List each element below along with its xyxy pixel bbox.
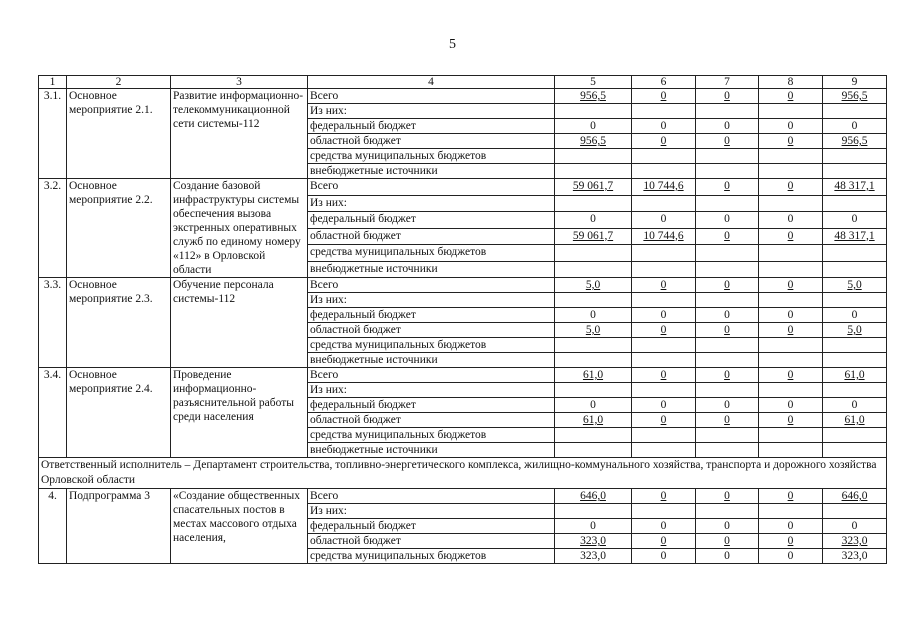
- value-cell: [555, 504, 632, 519]
- value-cell: [759, 104, 823, 119]
- value-cell: 0: [696, 323, 759, 338]
- value-cell: 0: [632, 89, 696, 104]
- table-row: [39, 89, 887, 104]
- funding-source-label: Всего: [308, 179, 555, 196]
- value-cell: 323,0: [555, 534, 632, 549]
- value-cell: 956,5: [555, 89, 632, 104]
- value-cell: 0: [555, 519, 632, 534]
- table-row: [39, 368, 887, 383]
- value-cell: 10 744,6: [632, 179, 696, 196]
- row-number: 4.: [39, 489, 67, 564]
- value-cell: 0: [632, 119, 696, 134]
- funding-source-label: Всего: [308, 368, 555, 383]
- value-cell: 0: [555, 212, 632, 229]
- value-cell: [632, 104, 696, 119]
- value-cell: 0: [632, 489, 696, 504]
- activity-description: Обучение персонала системы-112: [171, 278, 308, 368]
- activity-name: Основное мероприятие 2.4.: [67, 368, 171, 458]
- value-cell: 0: [823, 519, 887, 534]
- funding-source-label: средства муниципальных бюджетов: [308, 245, 555, 262]
- page-number: 5: [449, 37, 456, 52]
- value-cell: [632, 164, 696, 179]
- value-cell: 0: [696, 212, 759, 229]
- activity-name: Основное мероприятие 2.3.: [67, 278, 171, 368]
- value-cell: 0: [696, 228, 759, 245]
- funding-source-label: внебюджетные источники: [308, 443, 555, 458]
- value-cell: [696, 443, 759, 458]
- value-cell: 646,0: [555, 489, 632, 504]
- value-cell: 0: [759, 534, 823, 549]
- value-cell: 323,0: [823, 534, 887, 549]
- header-cell: 7: [696, 76, 759, 89]
- funding-source-label: областной бюджет: [308, 228, 555, 245]
- value-cell: [632, 428, 696, 443]
- row-number: 3.4.: [39, 368, 67, 458]
- value-cell: [555, 195, 632, 212]
- value-cell: 646,0: [823, 489, 887, 504]
- value-cell: [696, 195, 759, 212]
- value-cell: [696, 428, 759, 443]
- activity-description: Создание базовой инфраструктуры системы обеспечения вызова экстренных оперативных служб по единому номеру «112» в Орловской области: [171, 179, 308, 278]
- value-cell: 0: [696, 368, 759, 383]
- value-cell: 0: [759, 398, 823, 413]
- funding-source-label: Всего: [308, 89, 555, 104]
- header-cell: 5: [555, 76, 632, 89]
- funding-source-label: федеральный бюджет: [308, 212, 555, 229]
- value-cell: 61,0: [823, 368, 887, 383]
- funding-source-label: Из них:: [308, 504, 555, 519]
- value-cell: 0: [696, 534, 759, 549]
- funding-source-label: областной бюджет: [308, 413, 555, 428]
- value-cell: [632, 245, 696, 262]
- value-cell: [555, 261, 632, 278]
- header-cell: 2: [67, 76, 171, 89]
- value-cell: [823, 353, 887, 368]
- value-cell: 48 317,1: [823, 228, 887, 245]
- value-cell: 0: [759, 119, 823, 134]
- value-cell: 0: [696, 549, 759, 564]
- value-cell: [823, 293, 887, 308]
- value-cell: 0: [823, 398, 887, 413]
- value-cell: [696, 353, 759, 368]
- activity-description: «Создание общественных спасательных постов в местах массового отдыха населения,: [171, 489, 308, 564]
- value-cell: [555, 443, 632, 458]
- value-cell: [759, 383, 823, 398]
- value-cell: 0: [632, 368, 696, 383]
- value-cell: [823, 195, 887, 212]
- funding-source-label: Из них:: [308, 293, 555, 308]
- activity-description: Развитие информационно-телекоммуникационной сети системы-112: [171, 89, 308, 179]
- funding-source-label: федеральный бюджет: [308, 119, 555, 134]
- value-cell: [696, 261, 759, 278]
- value-cell: [823, 383, 887, 398]
- value-cell: 0: [759, 134, 823, 149]
- value-cell: [759, 149, 823, 164]
- value-cell: 0: [759, 519, 823, 534]
- value-cell: 956,5: [555, 134, 632, 149]
- value-cell: 0: [759, 489, 823, 504]
- value-cell: 0: [632, 308, 696, 323]
- value-cell: [632, 195, 696, 212]
- value-cell: [555, 383, 632, 398]
- value-cell: [696, 164, 759, 179]
- value-cell: [555, 164, 632, 179]
- value-cell: [759, 428, 823, 443]
- value-cell: 0: [696, 278, 759, 293]
- value-cell: 0: [696, 413, 759, 428]
- value-cell: [632, 383, 696, 398]
- value-cell: [759, 338, 823, 353]
- funding-source-label: Всего: [308, 489, 555, 504]
- value-cell: 59 061,7: [555, 179, 632, 196]
- value-cell: [696, 245, 759, 262]
- value-cell: 0: [696, 519, 759, 534]
- value-cell: 956,5: [823, 134, 887, 149]
- value-cell: 956,5: [823, 89, 887, 104]
- funding-source-label: средства муниципальных бюджетов: [308, 338, 555, 353]
- table-row: [39, 489, 887, 504]
- funding-source-label: областной бюджет: [308, 534, 555, 549]
- value-cell: [555, 428, 632, 443]
- value-cell: 0: [759, 413, 823, 428]
- value-cell: [759, 164, 823, 179]
- row-number: 3.1.: [39, 89, 67, 179]
- value-cell: 0: [823, 212, 887, 229]
- value-cell: 0: [632, 413, 696, 428]
- funding-source-label: федеральный бюджет: [308, 519, 555, 534]
- value-cell: 0: [823, 119, 887, 134]
- funding-source-label: федеральный бюджет: [308, 308, 555, 323]
- value-cell: [696, 383, 759, 398]
- value-cell: 0: [555, 398, 632, 413]
- value-cell: [696, 338, 759, 353]
- value-cell: 0: [632, 519, 696, 534]
- value-cell: 5,0: [823, 323, 887, 338]
- funding-source-label: средства муниципальных бюджетов: [308, 428, 555, 443]
- value-cell: [823, 149, 887, 164]
- funding-source-label: внебюджетные источники: [308, 164, 555, 179]
- row-number: 3.2.: [39, 179, 67, 278]
- value-cell: 0: [759, 212, 823, 229]
- value-cell: 0: [555, 308, 632, 323]
- value-cell: [696, 149, 759, 164]
- table-header-row: [39, 76, 887, 89]
- value-cell: [823, 443, 887, 458]
- value-cell: [823, 261, 887, 278]
- value-cell: 0: [696, 134, 759, 149]
- value-cell: [823, 504, 887, 519]
- value-cell: 48 317,1: [823, 179, 887, 196]
- value-cell: [759, 353, 823, 368]
- value-cell: 323,0: [823, 549, 887, 564]
- header-cell: 9: [823, 76, 887, 89]
- header-cell: 4: [308, 76, 555, 89]
- funding-source-label: федеральный бюджет: [308, 398, 555, 413]
- value-cell: [555, 245, 632, 262]
- value-cell: 61,0: [555, 368, 632, 383]
- value-cell: 0: [632, 323, 696, 338]
- row-number: 3.3.: [39, 278, 67, 368]
- value-cell: 0: [759, 228, 823, 245]
- value-cell: 0: [759, 308, 823, 323]
- value-cell: [823, 164, 887, 179]
- value-cell: 59 061,7: [555, 228, 632, 245]
- value-cell: [632, 504, 696, 519]
- funding-source-label: Из них:: [308, 104, 555, 119]
- value-cell: 5,0: [555, 278, 632, 293]
- header-cell: 8: [759, 76, 823, 89]
- activity-name: Подпрограмма 3: [67, 489, 171, 564]
- value-cell: [555, 353, 632, 368]
- value-cell: 0: [632, 212, 696, 229]
- value-cell: [823, 245, 887, 262]
- value-cell: 5,0: [823, 278, 887, 293]
- value-cell: 0: [696, 89, 759, 104]
- funding-source-label: средства муниципальных бюджетов: [308, 149, 555, 164]
- table-body: [39, 76, 887, 564]
- value-cell: 61,0: [823, 413, 887, 428]
- value-cell: [555, 149, 632, 164]
- value-cell: [823, 428, 887, 443]
- activity-name: Основное мероприятие 2.1.: [67, 89, 171, 179]
- activity-description: Проведение информационно-разъяснительной работы среди населения: [171, 368, 308, 458]
- value-cell: 0: [696, 489, 759, 504]
- value-cell: 0: [696, 179, 759, 196]
- value-cell: [759, 245, 823, 262]
- value-cell: [555, 293, 632, 308]
- value-cell: [696, 504, 759, 519]
- funding-source-label: внебюджетные источники: [308, 353, 555, 368]
- funding-source-label: средства муниципальных бюджетов: [308, 549, 555, 564]
- value-cell: 0: [632, 278, 696, 293]
- value-cell: 0: [759, 549, 823, 564]
- value-cell: [632, 443, 696, 458]
- funding-source-label: областной бюджет: [308, 323, 555, 338]
- funding-source-label: областной бюджет: [308, 134, 555, 149]
- value-cell: [759, 261, 823, 278]
- value-cell: 0: [696, 119, 759, 134]
- value-cell: [632, 353, 696, 368]
- value-cell: 0: [759, 323, 823, 338]
- value-cell: [759, 504, 823, 519]
- funding-source-label: внебюджетные источники: [308, 261, 555, 278]
- activity-name: Основное мероприятие 2.2.: [67, 179, 171, 278]
- value-cell: 0: [696, 398, 759, 413]
- value-cell: [632, 149, 696, 164]
- value-cell: 0: [823, 308, 887, 323]
- executor-row: [39, 458, 887, 489]
- value-cell: 10 744,6: [632, 228, 696, 245]
- table-row: [39, 179, 887, 196]
- header-cell: 6: [632, 76, 696, 89]
- value-cell: 0: [632, 549, 696, 564]
- header-cell: 3: [171, 76, 308, 89]
- value-cell: [632, 261, 696, 278]
- value-cell: 323,0: [555, 549, 632, 564]
- value-cell: [696, 293, 759, 308]
- value-cell: [555, 338, 632, 353]
- header-cell: 1: [39, 76, 67, 89]
- value-cell: [759, 443, 823, 458]
- funding-source-label: Всего: [308, 278, 555, 293]
- value-cell: 0: [632, 398, 696, 413]
- value-cell: 0: [759, 89, 823, 104]
- value-cell: 0: [759, 179, 823, 196]
- value-cell: 0: [632, 134, 696, 149]
- value-cell: 5,0: [555, 323, 632, 338]
- value-cell: 0: [632, 534, 696, 549]
- value-cell: 0: [696, 308, 759, 323]
- value-cell: [823, 338, 887, 353]
- value-cell: [632, 293, 696, 308]
- funding-source-label: Из них:: [308, 195, 555, 212]
- value-cell: 61,0: [555, 413, 632, 428]
- value-cell: [823, 104, 887, 119]
- funding-source-label: Из них:: [308, 383, 555, 398]
- value-cell: 0: [759, 278, 823, 293]
- value-cell: [696, 104, 759, 119]
- value-cell: 0: [759, 368, 823, 383]
- value-cell: [759, 293, 823, 308]
- budget-table: [38, 75, 887, 564]
- value-cell: [632, 338, 696, 353]
- table-row: [39, 278, 887, 293]
- value-cell: 0: [555, 119, 632, 134]
- value-cell: [555, 104, 632, 119]
- responsible-executor: Ответственный исполнитель – Департамент строительства, топливно-энергетического комплекса, жилищно-коммунального хозяйства, транспорта и дорожного хозяйства Орловской области: [39, 458, 887, 489]
- value-cell: [759, 195, 823, 212]
